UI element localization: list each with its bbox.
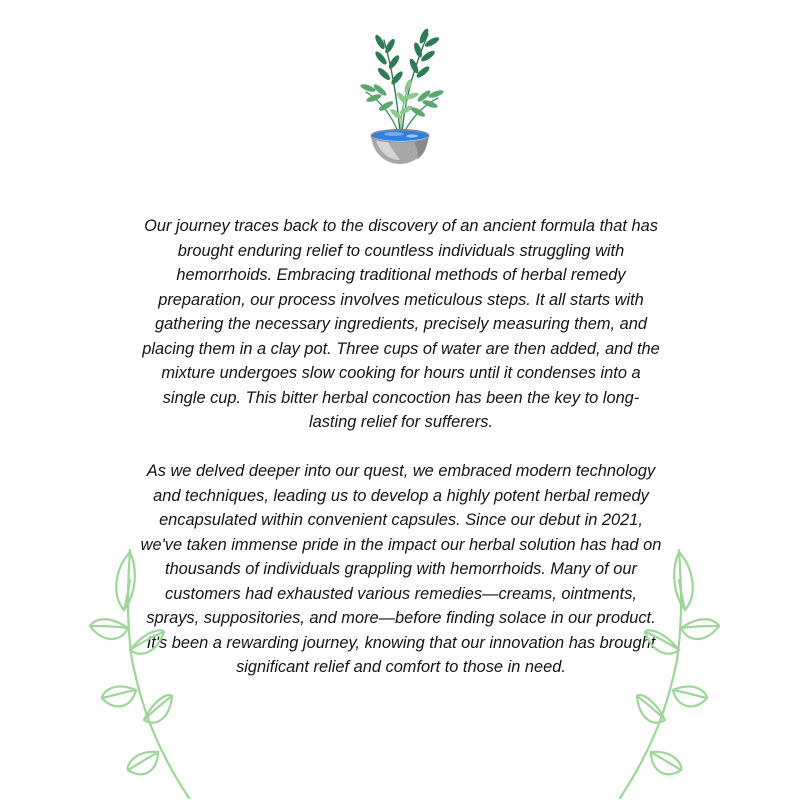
- story-paragraph-2: As we delved deeper into our quest, we embraced modern technology and techniques, leading us to develop a highly potent herbal remedy encapsulated within convenient capsules. Since our debut in 2021, we've taken immense pride in the impact our herbal solution has had on thousands of individuals grappling with hemorrhoids. Many of our customers had exhausted various remedies—creams, ointments, sprays, suppositories, and more—before finding solace in our product. It's been a rewarding journey, knowing that our innovation has brought significant relief and comfort to those in need.: [140, 462, 662, 676]
- olive-branch-right-icon: [600, 540, 725, 800]
- olive-branch-left-icon: [84, 540, 209, 800]
- potted-plant-icon: [354, 26, 446, 172]
- story-text: [140, 214, 662, 680]
- story-paragraph-1: Our journey traces back to the discovery of an ancient formula that has brought enduring relief to countless individuals struggling with hemorrhoids. Embracing traditional methods of herbal remedy preparation, our process involves meticulous steps. It all starts with gathering the necessary ingredients, precisely measuring them, and placing them in a clay pot. Three cups of water are then added, and the mixture undergoes slow cooking for hours until it condenses into a single cup. This bitter herbal concoction has been the key to long-lasting relief for sufferers.: [142, 217, 660, 431]
